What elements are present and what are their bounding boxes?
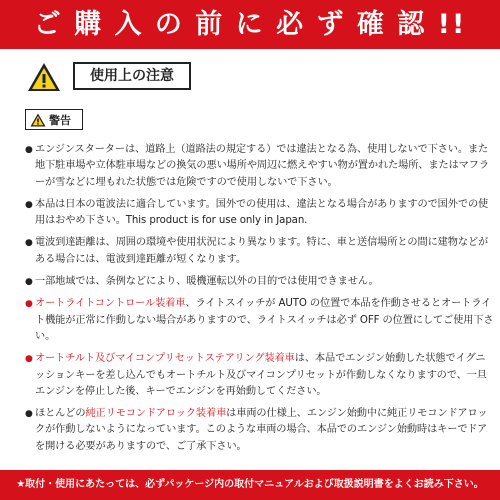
bullet-icon: ● xyxy=(25,354,33,365)
item-text: 電波到達距離は、周囲の環境や使用状況により異なります。特に、車と送信場所との間に建物などがある場合には、電波到達距離が短くなります。 xyxy=(35,237,489,265)
list-item xyxy=(25,197,495,230)
bullet-icon: ● xyxy=(25,238,33,249)
list-item xyxy=(25,235,495,268)
item-lead: オートチルト及びマイコンプリセットステアリング装着車 xyxy=(35,353,295,365)
top-banner xyxy=(0,0,500,49)
item-text: 、ライトスイッチが AUTO の位置で本品を作動させるとオートライト機能が正常に作動しない場合がありますので、ライトスイッチは必ず OFF の位置にしてご使用下さい。 xyxy=(35,298,494,342)
caution-list xyxy=(25,142,495,461)
warning-small-icon xyxy=(30,113,46,127)
bullet-icon: ● xyxy=(25,277,33,288)
section-heading: 使用上の注意 xyxy=(73,62,191,90)
list-item xyxy=(25,351,495,400)
item-text: エンジンスターターは、道路上（道路法の規定する）では違法となる為、使用しないで下さい。また地下駐車場や立体駐車場などの換気の悪い場所や周辺に燃えやすい物が置かれた場所、またはマフラーが雪などに埋もれた状態では危険ですので使用しないで下さい。 xyxy=(35,144,489,188)
bullet-icon: ● xyxy=(25,199,33,210)
warning-tag xyxy=(25,109,83,130)
item-lead: 純正リモコンドアロック装着車 xyxy=(85,408,227,420)
item-lead: オートライトコントロール装着車 xyxy=(35,298,186,310)
item-text: は、本品でエンジン始動した状態でイグニッションキーを差し込んでもオートチルト及びマイコンプリセットが作動しなくなりますので、一旦エンジンを停止した後、キーでエンジンを再始動してください。 xyxy=(35,353,487,397)
footer-notice: ★取付・使用にあたっては、必ずパッケージ内の取付マニュアルおよび取扱説明書をよくお読み下さい。 xyxy=(0,470,500,500)
list-item xyxy=(25,274,495,290)
list-item xyxy=(25,142,495,191)
bullet-icon: ● xyxy=(25,299,33,310)
warning-tag-label: 警告 xyxy=(49,113,71,127)
banner-title: ご 購 入 の 前 に 必 ず 確 認 !! xyxy=(33,9,467,40)
warning-triangle-icon xyxy=(26,61,62,93)
list-item xyxy=(25,406,495,455)
bullet-icon: ● xyxy=(25,145,33,155)
list-item xyxy=(25,296,495,345)
item-text: は車両の仕様上、エンジン始動中に純正リモコンドアロックが作動しないようになっています。このような車両の場合、本品でのエンジン始動時はキーでドアを開ける必要がありますので、ご了承下さい。 xyxy=(35,408,488,452)
item-text: 一部地域では、条例などにより、暖機運転以外の目的では使用できません。 xyxy=(35,276,379,288)
item-lead-prefix: ほとんどの xyxy=(35,408,86,420)
item-text: 本品は日本の電波法に適合しています。国外での使用は、違法となる場合がありますので国外での使用はおやめ下さい。This product is for use only in Japan. xyxy=(35,198,489,227)
bullet-icon: ● xyxy=(25,409,33,420)
